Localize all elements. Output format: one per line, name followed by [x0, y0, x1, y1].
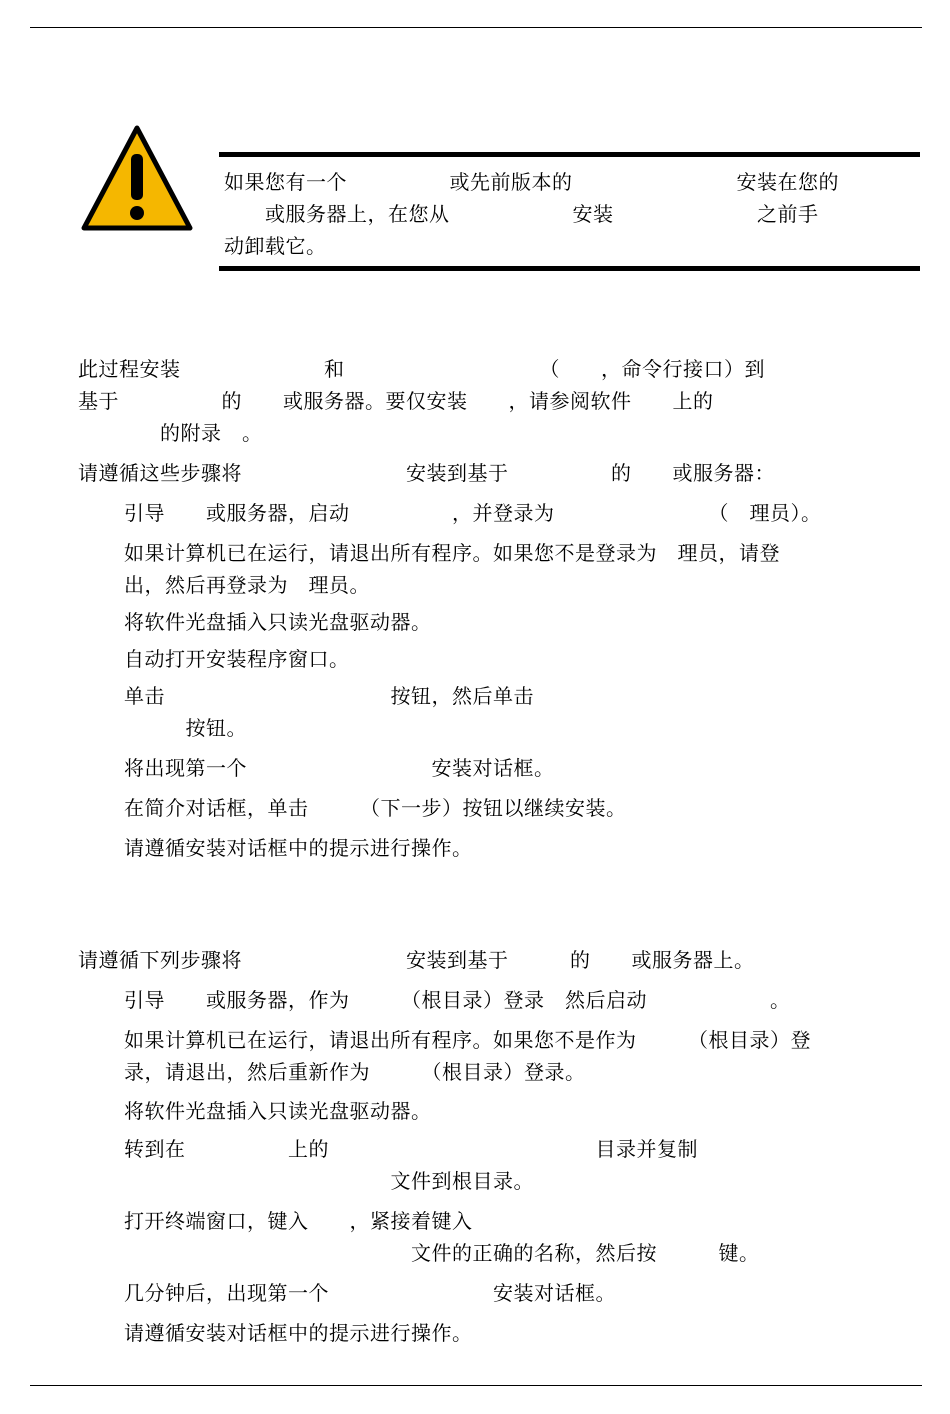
step-item-cont: 按钮。	[124, 716, 247, 740]
step-item: 几分钟后，出现第一个 安装对话框。	[124, 1281, 616, 1305]
caution-line: 如果您有一个 或先前版本的 安装在您的	[224, 170, 839, 194]
step-item: 引导 或服务器，启动 ，并登录为 （ 理员）。	[124, 501, 822, 525]
step-item-cont: 文件到根目录。	[124, 1169, 534, 1193]
footer-rule	[30, 1385, 922, 1386]
step-item: 转到在 上的 目录并复制	[124, 1137, 698, 1161]
step-item-cont: 出，然后再登录为 理员。	[124, 573, 370, 597]
step-item: 引导 或服务器，作为 （根目录）登录 然后启动 。	[124, 988, 791, 1012]
intro-line: 基于 的 或服务器。要仅安装 ，请参阅软件 上的	[78, 389, 714, 413]
caution-bottom-bar	[219, 266, 920, 271]
step-item: 自动打开安装程序窗口。	[124, 647, 350, 671]
step-item: 请遵循安装对话框中的提示进行操作。	[124, 836, 473, 860]
step-item: 如果计算机已在运行，请退出所有程序。如果您不是作为 （根目录）登	[124, 1028, 811, 1052]
step-item: 打开终端窗口，键入 ，紧接着键入	[124, 1209, 473, 1233]
step-item: 单击 按钮，然后单击	[124, 684, 534, 708]
intro-line: 此过程安装 和 （ ，命令行接口）到	[78, 357, 765, 381]
step-item: 将软件光盘插入只读光盘驱动器。	[124, 1099, 432, 1123]
caution-top-bar	[219, 152, 920, 157]
step-item: 如果计算机已在运行，请退出所有程序。如果您不是登录为 理员，请登	[124, 541, 780, 565]
warning-triangle-icon	[80, 124, 194, 232]
step-item: 将出现第一个 安装对话框。	[124, 756, 555, 780]
section2-lead: 请遵循下列步骤将 安装到基于 的 或服务器上。	[78, 948, 755, 972]
intro-line: 的附录 。	[78, 421, 263, 445]
step-item-cont: 文件的正确的名称，然后按 键。	[124, 1241, 760, 1265]
step-item: 将软件光盘插入只读光盘驱动器。	[124, 610, 432, 634]
caution-line: 或服务器上，在您从 安装 之前手	[224, 202, 819, 226]
header-rule	[30, 27, 922, 28]
step-item-cont: 录，请退出，然后重新作为 （根目录）登录。	[124, 1060, 586, 1084]
section1-lead: 请遵循这些步骤将 安装到基于 的 或服务器：	[78, 461, 775, 485]
step-item: 在简介对话框，单击 （下一步）按钮以继续安装。	[124, 796, 627, 820]
caution-line: 动卸载它。	[224, 234, 327, 258]
step-item: 请遵循安装对话框中的提示进行操作。	[124, 1321, 473, 1345]
